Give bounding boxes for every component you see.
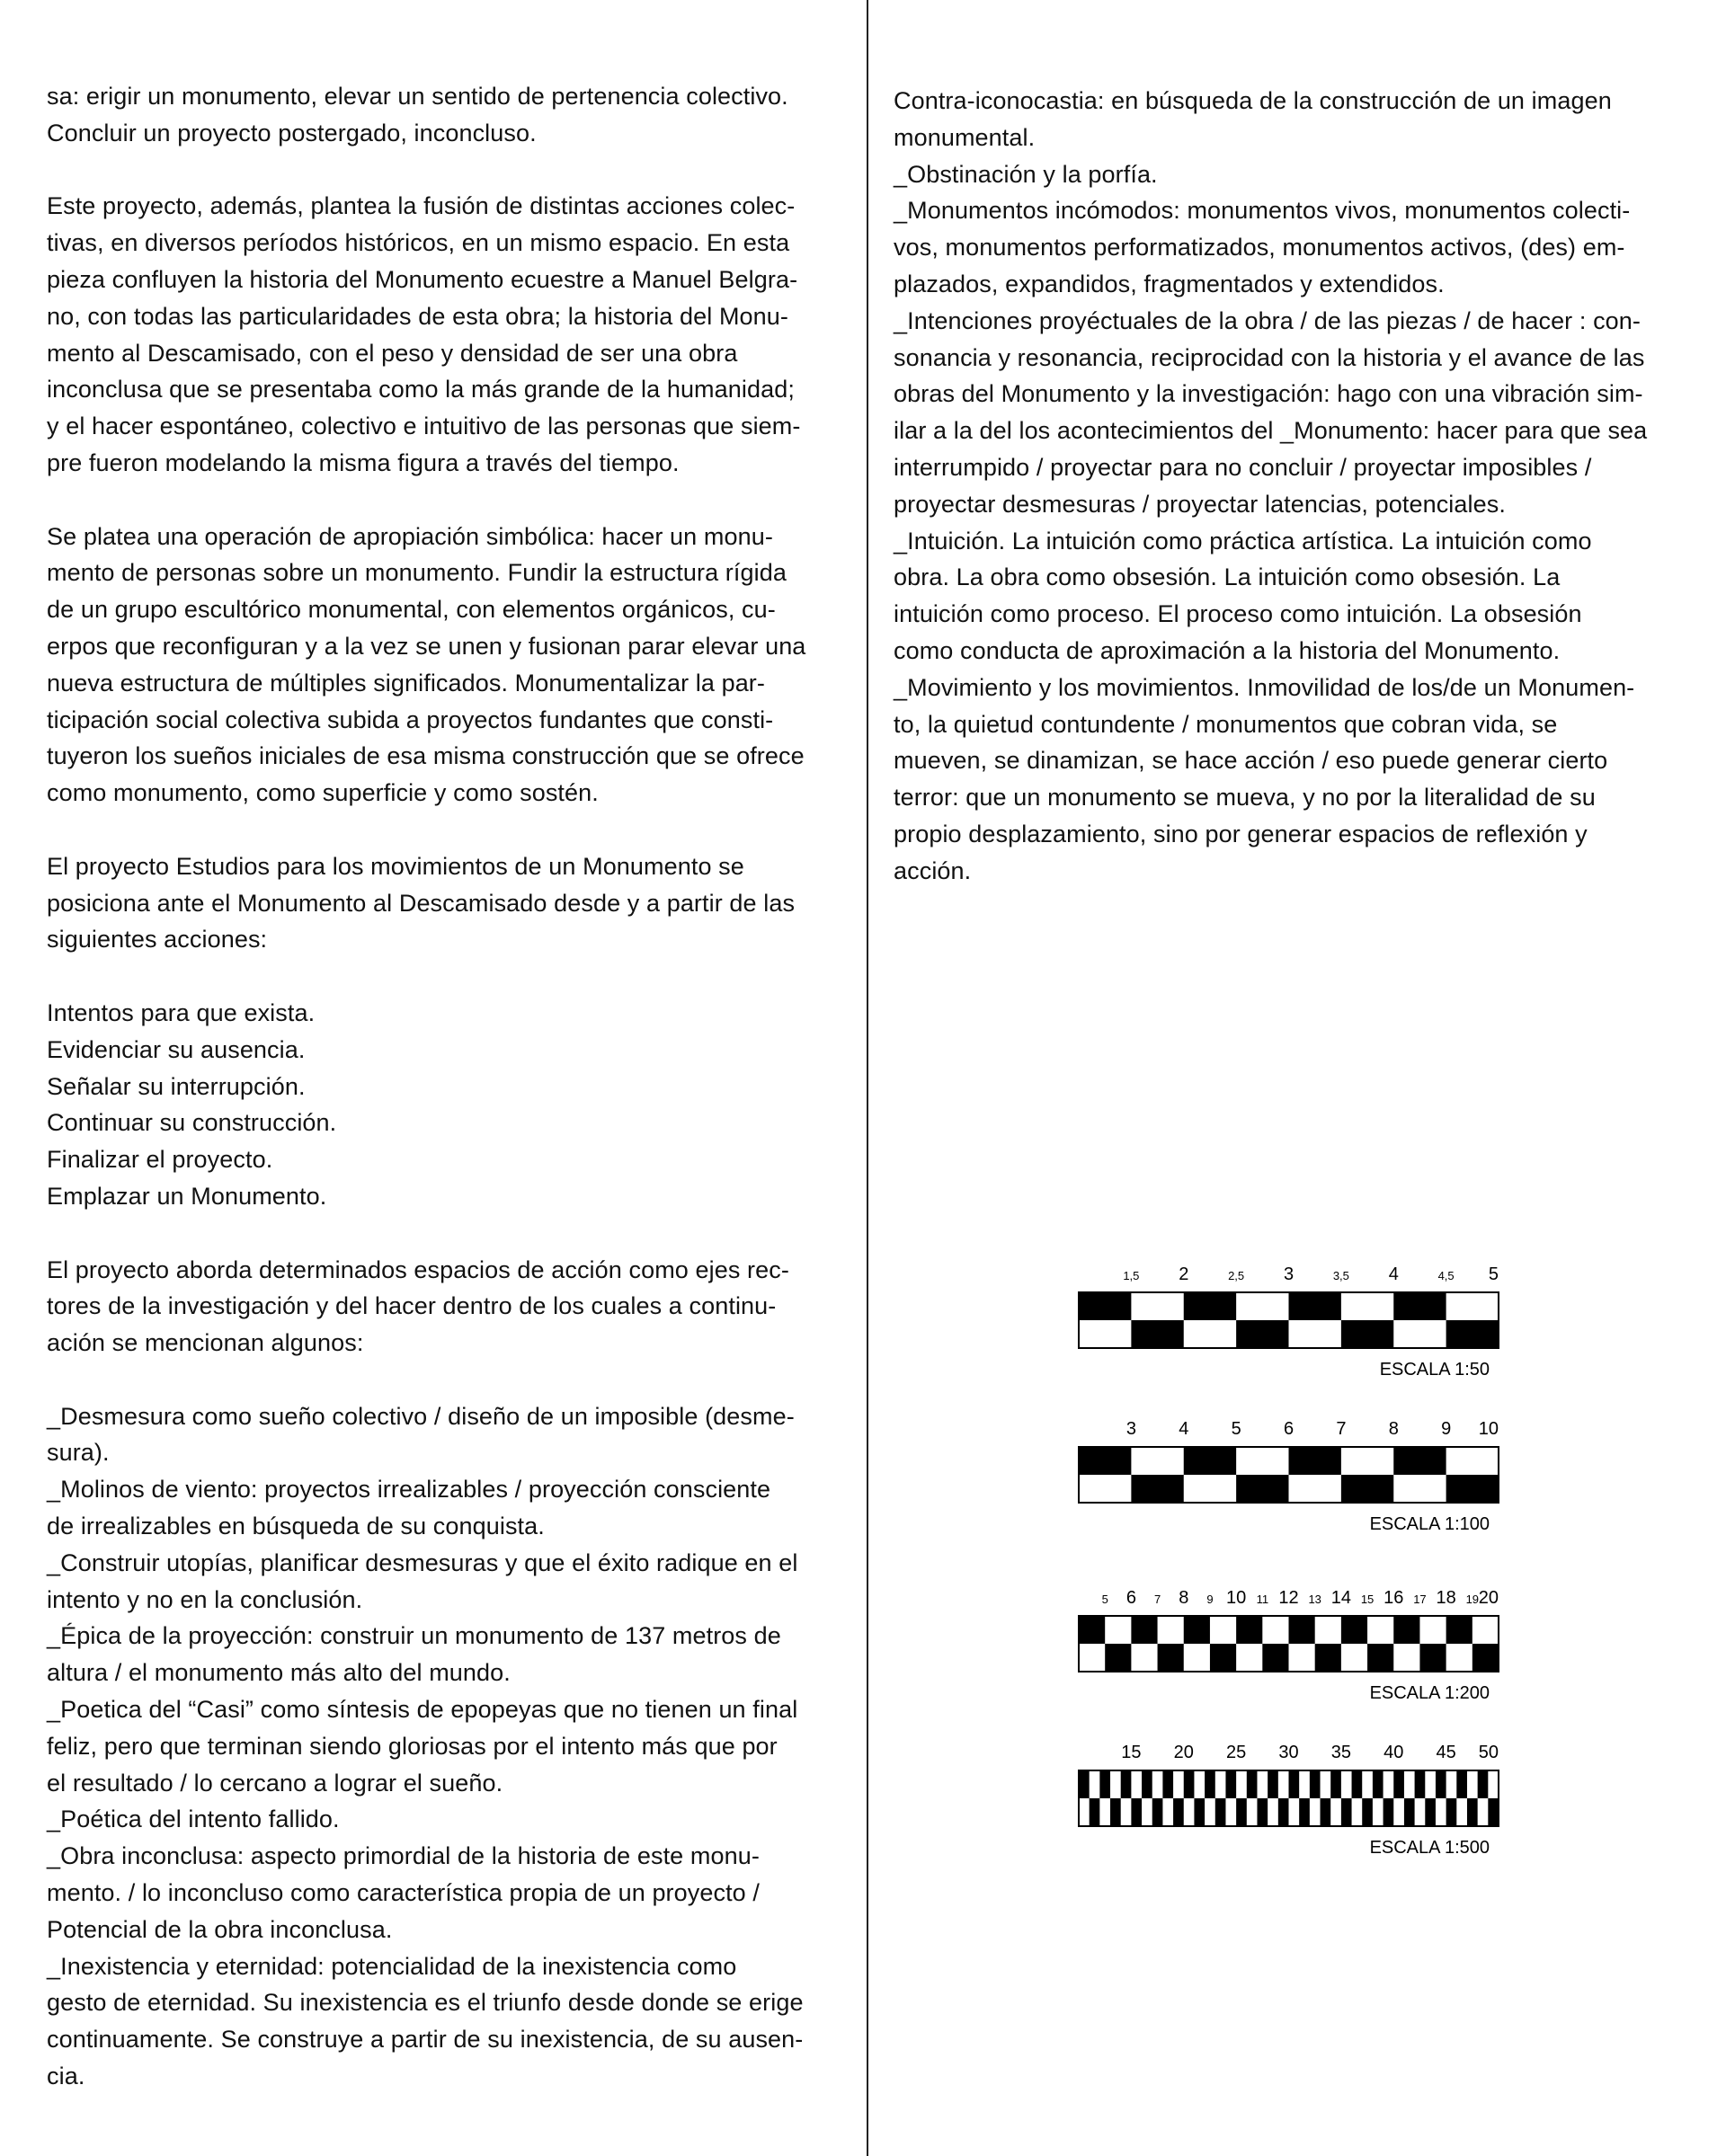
scale-bar-cell <box>1278 1798 1289 1826</box>
scale-bar-cell <box>1184 1770 1195 1798</box>
scale-tick-label: 3 <box>1125 1419 1136 1439</box>
scale-bar <box>1061 1727 1564 1889</box>
scale-bar-cell <box>1472 1644 1499 1672</box>
scale-bar-cell <box>1393 1770 1404 1798</box>
scale-bar-cell <box>1446 1475 1499 1503</box>
scale-bar-cell <box>1446 1616 1472 1644</box>
paragraph-gap <box>47 812 856 848</box>
scale-bar-cell <box>1393 1292 1446 1320</box>
scale-tick-label: 11 <box>1256 1593 1269 1606</box>
scale-tick-label: 40 <box>1383 1743 1404 1762</box>
scale-bar <box>1061 1573 1564 1735</box>
text-line: pieza confluyen la historia del Monumento ecuestre a Manuel Belgra- <box>47 265 798 293</box>
text-line: terror: que un monumento se mueva, y no por la literalidad de su <box>894 784 1596 812</box>
scale-bar-cell <box>1236 1798 1247 1826</box>
text-line: _Obstinación y la porfía. <box>894 160 1158 188</box>
scale-bar-cell <box>1289 1770 1300 1798</box>
scale-bar-cell <box>1236 1475 1288 1503</box>
paragraph-gap <box>47 958 856 995</box>
text-line: pre fueron modelando la misma figura a través del tiempo. <box>47 448 680 476</box>
scale-bar-cell <box>1131 1616 1157 1644</box>
scale-bar-cell <box>1099 1770 1110 1798</box>
scale-bar-cell <box>1079 1292 1131 1320</box>
text-line: ilar a la del los acontecimientos del _Monumento: hacer para que sea <box>894 417 1648 445</box>
text-line: Señalar su interrupción. <box>47 1072 306 1100</box>
scale-tick-label: 14 <box>1330 1588 1351 1608</box>
scale-tick-label: 19 <box>1465 1593 1480 1606</box>
scale-tick-label: 2 <box>1179 1264 1189 1284</box>
scale-bar-cell <box>1299 1798 1310 1826</box>
text-line: _Desmesura como sueño colectivo / diseño de un imposible (desme- <box>47 1402 795 1430</box>
scale-tick-label: 30 <box>1278 1743 1299 1762</box>
paragraph-gap <box>47 1362 856 1398</box>
scale-bar-cell <box>1488 1798 1499 1826</box>
scale-bar-cell <box>1341 1320 1393 1348</box>
text-line: erpos que reconfiguran y a la vez se unen y fusionan parar elevar una <box>47 632 806 660</box>
scale-bar-cell <box>1341 1475 1393 1503</box>
scale-bar-cell <box>1341 1616 1367 1644</box>
scale-tick-label: 13 <box>1308 1593 1321 1606</box>
scale-bar-cell <box>1341 1798 1352 1826</box>
scale-bar-cell <box>1467 1798 1478 1826</box>
scale-bar-cell <box>1225 1770 1236 1798</box>
scale-bar-cell <box>1162 1770 1173 1798</box>
scale-tick-label: 10 <box>1226 1588 1247 1608</box>
text-line: Se platea una operación de apropiación simbólica: hacer un monu- <box>47 522 773 550</box>
text-line: _Intenciones proyéctuales de la obra / de las piezas / de hacer : con- <box>894 306 1641 334</box>
text-line: Emplazar un Monumento. <box>47 1182 327 1210</box>
text-line: El proyecto aborda determinados espacios de acción como ejes rec- <box>47 1255 789 1283</box>
text-line: el resultado / lo cercano a lograr el sueño. <box>47 1769 503 1797</box>
text-line: _Monumentos incómodos: monumentos vivos, monumentos colecti- <box>894 197 1631 225</box>
scale-bar-cell <box>1362 1798 1373 1826</box>
text-line: de un grupo escultórico monumental, con elementos orgánicos, cu- <box>47 596 776 624</box>
scale-bar-cell <box>1262 1644 1288 1672</box>
right-text-column <box>894 83 1703 890</box>
scale-bar-cell <box>1194 1798 1205 1826</box>
text-line: altura / el monumento más alto del mundo. <box>47 1659 511 1687</box>
text-line: de irrealizables en búsqueda de su conquista. <box>47 1513 545 1540</box>
scale-bar-cell <box>1310 1770 1321 1798</box>
scale-tick-label: 6 <box>1283 1419 1294 1439</box>
scale-tick-label: 4 <box>1388 1264 1399 1284</box>
text-line: to, la quietud contundente / monumentos que cobran vida, se <box>894 710 1558 738</box>
left-text-column <box>47 78 856 2095</box>
scale-bar <box>1061 1404 1564 1566</box>
text-line: como monumento, como superficie y como sostén. <box>47 779 599 807</box>
scale-tick-label: 25 <box>1226 1743 1247 1762</box>
scale-tick-label: 35 <box>1330 1743 1351 1762</box>
scale-bar-cell <box>1289 1447 1341 1475</box>
text-line: _Movimiento y los movimientos. Inmovilidad de los/de un Monumen- <box>894 673 1635 701</box>
text-line: intento y no en la conclusión. <box>47 1585 363 1613</box>
text-line: nueva estructura de múltiples significados. Monumentalizar la par- <box>47 669 765 696</box>
scale-tick-label: 20 <box>1173 1743 1194 1762</box>
text-line: Finalizar el proyecto. <box>47 1146 273 1174</box>
scale-tick-label: 18 <box>1436 1588 1456 1608</box>
text-line: Contra-iconocastia: en búsqueda de la construcción de un imagen <box>894 87 1612 114</box>
scale-bar-cell <box>1352 1770 1363 1798</box>
paragraph-gap <box>47 1215 856 1252</box>
text-line: mento al Descamisado, con el peso y densidad de ser una obra <box>47 339 738 367</box>
scale-bar-cell <box>1236 1616 1262 1644</box>
scale-bar-cell <box>1110 1798 1121 1826</box>
scale-bar-cell <box>1142 1770 1152 1798</box>
text-line: plazados, expandidos, fragmentados y extendidos. <box>894 270 1445 297</box>
text-line: no, con todas las particularidades de esta obra; la historia del Monu- <box>47 302 788 330</box>
text-line: _Molinos de viento: proyectos irrealizables / proyección consciente <box>47 1476 771 1504</box>
scale-tick-label: 45 <box>1436 1743 1456 1762</box>
text-line: interrumpido / proyectar para no concluir / proyectar imposibles / <box>894 453 1592 481</box>
text-line: acción. <box>894 856 972 884</box>
scale-bar-cell <box>1079 1616 1105 1644</box>
scale-caption: ESCALA 1:500 <box>1369 1838 1490 1858</box>
text-line: vos, monumentos performatizados, monumentos activos, (des) em- <box>894 234 1625 262</box>
scale-bar-cell <box>1415 1770 1426 1798</box>
scale-bar-cell <box>1121 1770 1132 1798</box>
scale-bar-cell <box>1367 1644 1393 1672</box>
scale-bar-cell <box>1315 1644 1341 1672</box>
scale-bar-cell <box>1173 1798 1184 1826</box>
text-line: Concluir un proyecto postergado, inconcluso. <box>47 119 537 146</box>
text-line: ación se mencionan algunos: <box>47 1329 364 1357</box>
scale-bar-cell <box>1425 1798 1436 1826</box>
text-line: tores de la investigación y del hacer dentro de los cuales a continu- <box>47 1292 777 1320</box>
text-line: _Inexistencia y eternidad: potencialidad de la inexistencia como <box>47 1952 737 1980</box>
scale-tick-label: 7 <box>1336 1419 1347 1439</box>
scale-tick-label: 17 <box>1413 1593 1427 1606</box>
text-line: tuyeron los sueños iniciales de esa misma construcción que se ofrece <box>47 742 805 770</box>
text-line: como conducta de aproximación a la historia del Monumento. <box>894 636 1561 664</box>
scale-bar-cell <box>1131 1475 1183 1503</box>
text-line: sonancia y resonancia, reciprocidad con la historia y el avance de las <box>894 343 1645 371</box>
scale-tick-label: 3,5 <box>1332 1269 1349 1282</box>
text-line: inconclusa que se presentaba como la más grande de la humanidad; <box>47 376 795 404</box>
scale-bar-cell <box>1090 1798 1100 1826</box>
text-line: feliz, pero que terminan siendo gloriosas por el intento más que por <box>47 1732 778 1760</box>
text-line: sa: erigir un monumento, elevar un sentido de pertenencia colectivo. <box>47 83 788 110</box>
text-line: obras del Monumento y la investigación: hago con una vibración sim- <box>894 380 1643 408</box>
text-line: y el hacer espontáneo, colectivo e intuitivo de las personas que siem- <box>47 413 801 440</box>
scale-bar-cell <box>1257 1798 1268 1826</box>
scale-tick-label: 10 <box>1478 1419 1499 1439</box>
scale-bar-cell <box>1478 1770 1489 1798</box>
scale-bar-cell <box>1393 1447 1446 1475</box>
text-line: proyectar desmesuras / proyectar latencias, potenciales. <box>894 490 1506 518</box>
text-line: ticipación social colectiva subida a proyectos fundantes que consti- <box>47 705 774 733</box>
scale-bar-cell <box>1184 1616 1210 1644</box>
scale-bar-cell <box>1268 1770 1278 1798</box>
text-line: Este proyecto, además, plantea la fusión de distintas acciones colec- <box>47 192 796 220</box>
scale-bar-cell <box>1436 1770 1446 1798</box>
scale-tick-label: 8 <box>1179 1588 1189 1608</box>
text-line: mento. / lo inconcluso como característica propia de un proyecto / <box>47 1879 761 1907</box>
scale-tick-label: 5 <box>1231 1419 1241 1439</box>
scale-bar-cell <box>1419 1644 1446 1672</box>
scale-bar-cell <box>1321 1798 1331 1826</box>
text-line: obra. La obra como obsesión. La intuición como obsesión. La <box>894 563 1561 591</box>
scale-tick-label: 9 <box>1206 1593 1214 1606</box>
scale-bar-cell <box>1131 1320 1183 1348</box>
column-divider <box>867 0 868 2156</box>
scale-tick-label: 3 <box>1283 1264 1294 1284</box>
scale-caption: ESCALA 1:50 <box>1379 1360 1490 1380</box>
text-line: Intentos para que exista. <box>47 998 316 1026</box>
scale-bar-cell <box>1158 1644 1184 1672</box>
scale-bar-cell <box>1373 1770 1383 1798</box>
scale-tick-label: 8 <box>1388 1419 1399 1439</box>
text-line: intuición como proceso. El proceso como intuición. La obsesión <box>894 600 1582 628</box>
scale-bar-graphic <box>1061 1249 1564 1402</box>
scale-bar-cell <box>1079 1447 1131 1475</box>
scale-bar-cell <box>1446 1320 1499 1348</box>
scale-tick-label: 7 <box>1153 1593 1161 1606</box>
scale-bar-cell <box>1456 1770 1467 1798</box>
scale-bar-cell <box>1105 1644 1131 1672</box>
text-line: cia. <box>47 2063 85 2090</box>
text-line: _Obra inconclusa: aspecto primordial de la historia de este monu- <box>47 1842 760 1870</box>
text-line: mueven, se dinamizan, se hace acción / eso puede generar cierto <box>894 747 1608 775</box>
scale-bar-cell <box>1393 1616 1419 1644</box>
scale-tick-label: 6 <box>1125 1588 1136 1608</box>
scale-bar-cell <box>1289 1616 1315 1644</box>
scale-tick-label: 4 <box>1179 1419 1189 1439</box>
scale-bar-cell <box>1289 1292 1341 1320</box>
text-line: siguientes acciones: <box>47 926 268 954</box>
scale-bar-cell <box>1247 1770 1258 1798</box>
text-line: continuamente. Se construye a partir de su inexistencia, de su ausen- <box>47 2026 804 2054</box>
scale-bar-cell <box>1131 1798 1142 1826</box>
scale-bar <box>1061 1249 1564 1411</box>
scale-caption: ESCALA 1:100 <box>1369 1514 1490 1534</box>
text-line: _Poética del intento fallido. <box>47 1806 340 1833</box>
scale-bar-graphic <box>1061 1727 1564 1880</box>
scale-tick-label: 5 <box>1488 1264 1499 1284</box>
scale-tick-label: 16 <box>1383 1588 1404 1608</box>
scale-tick-label: 50 <box>1478 1743 1499 1762</box>
scale-bar-cell <box>1330 1770 1341 1798</box>
scale-bar-cell <box>1152 1798 1163 1826</box>
scale-bar-cell <box>1184 1447 1236 1475</box>
text-line: monumental. <box>894 123 1036 151</box>
scale-bar-cell <box>1205 1770 1215 1798</box>
text-line: Continuar su construcción. <box>47 1109 337 1137</box>
text-line: _Épica de la proyección: construir un monumento de 137 metros de <box>47 1622 781 1650</box>
scale-tick-label: 1,5 <box>1123 1269 1140 1282</box>
paragraph-gap <box>47 152 856 189</box>
scale-tick-label: 9 <box>1441 1419 1452 1439</box>
scale-bar-cell <box>1079 1770 1090 1798</box>
scale-bar-graphic <box>1061 1573 1564 1726</box>
text-line: gesto de eternidad. Su inexistencia es el triunfo desde donde se erige <box>47 1989 804 2017</box>
text-line: _Construir utopías, planificar desmesuras y que el éxito radique en el <box>47 1548 798 1576</box>
scale-bar-cell <box>1383 1798 1394 1826</box>
scale-tick-label: 2,5 <box>1228 1269 1245 1282</box>
scale-bar-cell <box>1446 1798 1457 1826</box>
paragraph-gap <box>47 482 856 519</box>
scale-bar-graphic <box>1061 1404 1564 1557</box>
scale-tick-label: 5 <box>1101 1593 1108 1606</box>
text-line: tivas, en diversos períodos históricos, en un mismo espacio. En esta <box>47 229 790 257</box>
text-line: posiciona ante el Monumento al Descamisado desde y a partir de las <box>47 889 796 917</box>
scale-bar-cell <box>1236 1320 1288 1348</box>
scale-tick-label: 12 <box>1278 1588 1299 1608</box>
scale-caption: ESCALA 1:200 <box>1369 1683 1490 1703</box>
scale-bar-cell <box>1215 1798 1226 1826</box>
scale-bar-cell <box>1404 1798 1415 1826</box>
scale-tick-label: 20 <box>1478 1588 1499 1608</box>
scale-tick-label: 4,5 <box>1437 1269 1455 1282</box>
scale-bar-cell <box>1184 1292 1236 1320</box>
text-line: Potencial de la obra inconclusa. <box>47 1915 393 1943</box>
text-line: propio desplazamiento, sino por generar espacios de reflexión y <box>894 820 1588 847</box>
text-line: mento de personas sobre un monumento. Fundir la estructura rígida <box>47 559 787 587</box>
text-line: sura). <box>47 1439 110 1467</box>
text-line: _Intuición. La intuición como práctica artística. La intuición como <box>894 527 1592 555</box>
text-line: _Poetica del “Casi” como síntesis de epopeyas que no tienen un final <box>47 1696 798 1724</box>
scale-tick-label: 15 <box>1360 1593 1375 1606</box>
text-line: Evidenciar su ausencia. <box>47 1035 306 1063</box>
scale-bar-cell <box>1210 1644 1236 1672</box>
scale-tick-label: 15 <box>1121 1743 1142 1762</box>
text-line: El proyecto Estudios para los movimientos de un Monumento se <box>47 852 744 880</box>
